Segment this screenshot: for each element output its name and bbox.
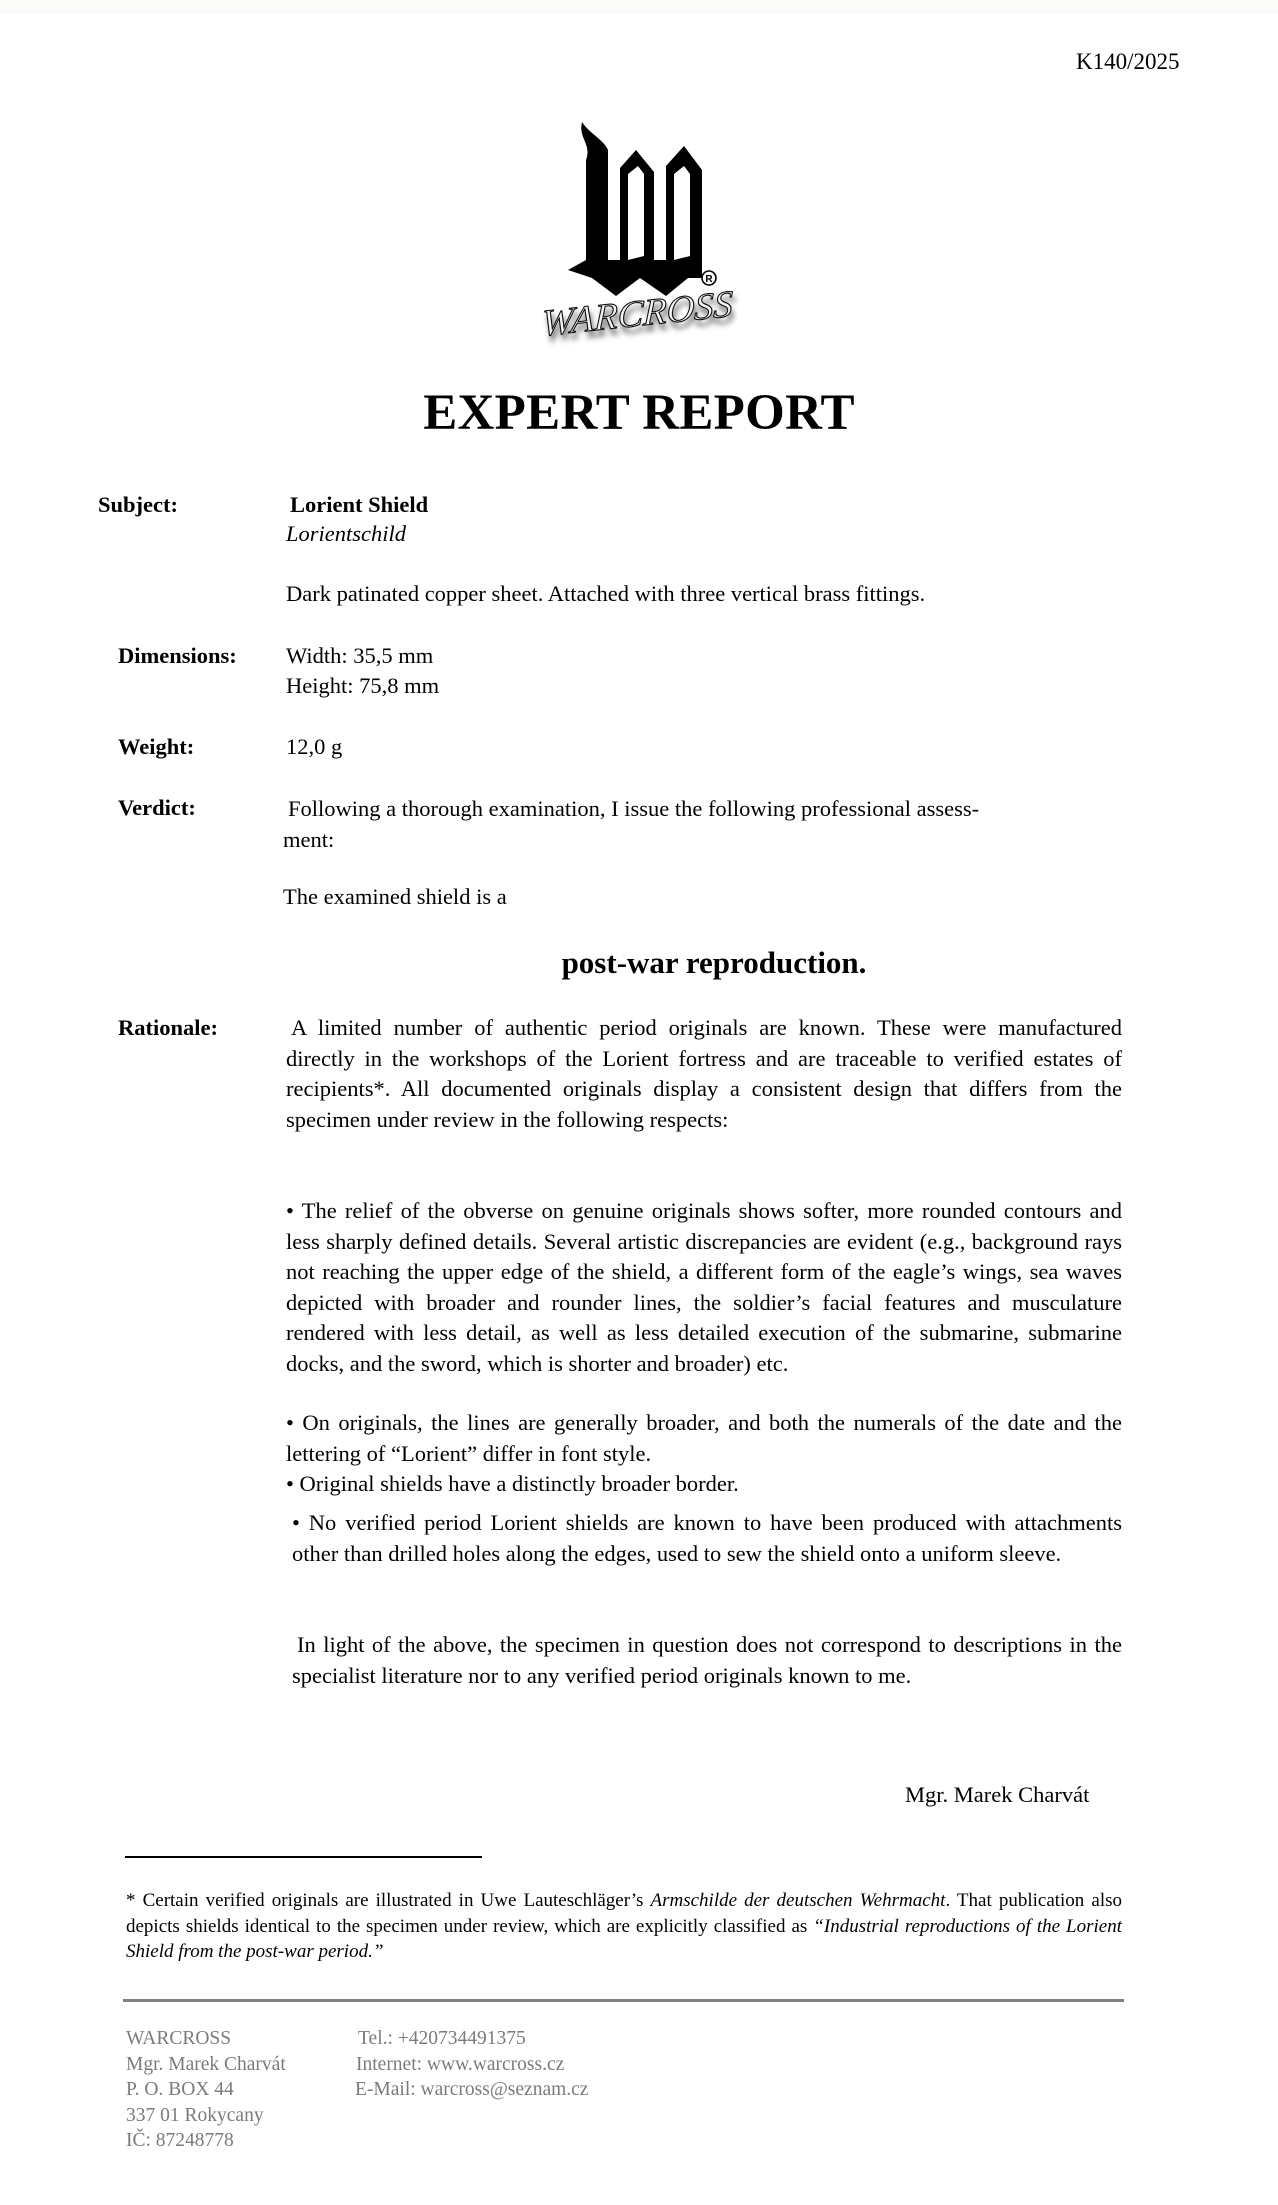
dimensions-values: [286, 641, 439, 701]
rationale-bullet-text: • The relief of the obverse on genuine originals shows softer, more rounded contours and less sharply defined details. Several artistic discrepancies are evident (e.g., background rays not reaching the upper edge of the shield, a different form of the eagle’s wings, sea waves depicted with broader and rounder lines, the soldier’s facial features and musculature rendered with less detail, as well as less detailed execution of the submarine, submarine docks, and the sword, which is shorter and broader) etc.: [286, 1198, 1122, 1376]
subject-label: Subject:: [98, 492, 178, 517]
dimensions-label: Dimensions:: [118, 643, 237, 668]
footer-website[interactable]: Internet: www.warcross.cz: [356, 2053, 565, 2075]
weight-label: Weight:: [118, 734, 195, 759]
footnote: [126, 1888, 1122, 1965]
footer-city: 337 01 Rokycany: [126, 2104, 264, 2126]
verdict-lead: The examined shield is a: [283, 884, 507, 909]
footer-company-id: IČ: 87248778: [126, 2130, 234, 2151]
rationale-bullet-text: • Original shields have a distinctly broader border.: [286, 1471, 739, 1496]
verdict-text: [283, 793, 1123, 855]
warcross-gothic-w-icon: [520, 110, 760, 350]
dimension-width: Width: 35,5 mm: [286, 643, 434, 668]
rationale-conclusion: [292, 1630, 1122, 1691]
footer-person: Mgr. Marek Charvát: [126, 2053, 286, 2075]
rationale-bullet-text: • On originals, the lines are generally broader, and both the numerals of the date and the lettering of “Lorient” differ in font style.: [286, 1410, 1122, 1466]
footnote-quote: “Industrial reproductions of the Lorient Shield from the post-war period.”: [126, 1915, 1122, 1962]
dimension-height: Height: 75,8 mm: [286, 673, 440, 698]
rationale-conclusion-text: In light of the above, the specimen in question does not correspond to descriptions in the specialist literature nor to any verified period originals known to me.: [292, 1632, 1122, 1688]
rationale-bullet-4: [292, 1508, 1122, 1569]
reference-number: K140/2025: [1076, 49, 1180, 74]
rationale-bullet-2: [286, 1408, 1122, 1469]
subject-alt-name: Lorientschild: [286, 521, 407, 546]
weight-value: 12,0 g: [286, 734, 343, 759]
footer-contact: [355, 2026, 588, 2103]
footnote-middle: . That publication also depicts shields identical to the specimen under review, which are explicitly classified as: [126, 1890, 1122, 1937]
page-top-band: [0, 0, 1278, 14]
rationale-intro-text: A limited number of authentic period originals are known. These were manufactured directly in the workshops of the Lorient fortress and are traceable to verified estates of recipients*. All documented originals display a consistent design that differs from the specimen under review in the following respects:: [286, 1015, 1122, 1132]
rationale-bullet-1: [286, 1196, 1122, 1379]
footer-address: [126, 2026, 286, 2154]
verdict-text-line-2: ment:: [283, 827, 335, 852]
rationale-bullet-3: [286, 1469, 1122, 1500]
footer-phone: Tel.: +420734491375: [358, 2028, 526, 2049]
footnote-prefix: * Certain verified originals are illustrated in Uwe Lauteschläger’s: [126, 1890, 651, 1911]
rationale-label: Rationale:: [118, 1015, 218, 1040]
verdict-label: Verdict:: [118, 795, 196, 820]
page-title: EXPERT REPORT: [423, 385, 855, 441]
footnote-separator: [125, 1856, 482, 1858]
signature: Mgr. Marek Charvát: [905, 1782, 1090, 1807]
footer-company: WARCROSS: [126, 2028, 232, 2049]
footnote-book-title: Armschilde der deutschen Wehrmacht: [650, 1890, 946, 1911]
rationale-intro: [286, 1013, 1122, 1135]
verdict-result: post-war reproduction.: [561, 945, 867, 980]
warcross-logo: [520, 110, 760, 350]
subject-name: Lorient Shield: [290, 492, 429, 517]
rationale-bullet-text: • No verified period Lorient shields are known to have been produced with attachments other than drilled holes along the edges, used to sew the shield onto a uniform sleeve.: [292, 1510, 1122, 1566]
subject-description: Dark patinated copper sheet. Attached with three vertical brass fittings.: [286, 581, 926, 606]
footer-email[interactable]: E-Mail: warcross@seznam.cz: [355, 2079, 589, 2100]
verdict-text-line-1: Following a thorough examination, I issue the following professional assess-: [288, 796, 980, 821]
footer-po-box: P. O. BOX 44: [126, 2079, 234, 2100]
footer-separator: [123, 1999, 1124, 2002]
warcross-wordmark: WARCROSS: [540, 283, 734, 345]
svg-text:R: R: [705, 274, 713, 285]
